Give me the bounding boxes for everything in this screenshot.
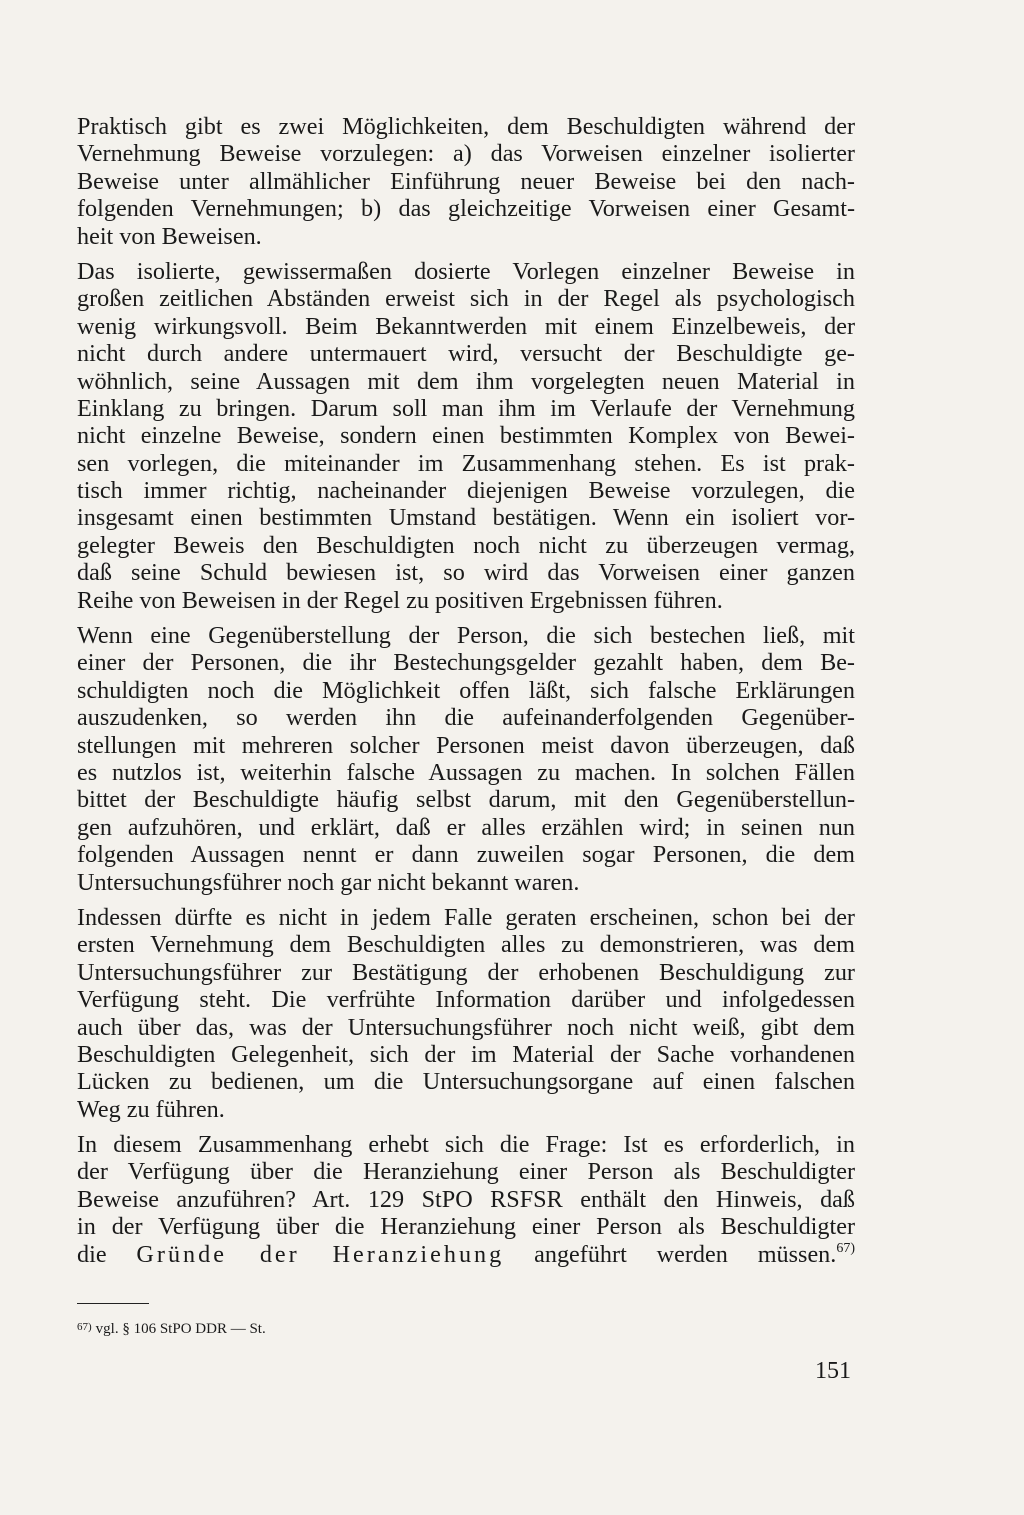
text-line: Praktisch gibt es zwei Möglichkeiten, dem Beschuldigten während der bbox=[77, 113, 855, 140]
footnote-text: vgl. § 106 StPO DDR — St. bbox=[95, 1321, 266, 1337]
text-line: folgenden Aussagen nennt er dann zuweilen sogar Personen, die dem bbox=[77, 841, 855, 869]
text-line: In diesem Zusammenhang erhebt sich die Frage: Ist es erforderlich, in bbox=[77, 1131, 855, 1159]
text-line: Lücken zu bedienen, um die Untersuchungsorgane auf einen falschen bbox=[77, 1068, 855, 1096]
text-line: einer der Personen, die ihr Bestechungsgelder gezahlt haben, dem Be- bbox=[77, 649, 855, 677]
text-line: wenig wirkungsvoll. Beim Bekanntwerden mit einem Einzelbeweis, der bbox=[77, 312, 855, 340]
text-line: Beweise unter allmählicher Einführung neuer Beweise bei den nach- bbox=[77, 167, 855, 195]
text-line: schuldigten noch die Möglichkeit offen läßt, sich falsche Erklärungen bbox=[77, 676, 855, 704]
text-line: nicht einzelne Beweise, sondern einen bestimmten Komplex von Bewei- bbox=[77, 422, 855, 450]
text-line: Vernehmung Beweise vorzulegen: a) das Vorweisen einzelner isolierter bbox=[77, 140, 855, 168]
text-line: gelegter Beweis den Beschuldigten noch nicht zu überzeugen vermag, bbox=[77, 531, 855, 559]
footnote-divider bbox=[77, 1303, 149, 1304]
text-line: Weg zu führen. bbox=[77, 1095, 225, 1123]
text-line: Indessen dürfte es nicht in jedem Falle geraten erscheinen, schon bei der bbox=[77, 903, 855, 931]
text-line-final bbox=[77, 1241, 855, 1268]
text-line: heit von Beweisen. bbox=[77, 222, 262, 250]
text-line: tisch immer richtig, nacheinander diejenigen Beweise vorzulegen, die bbox=[77, 477, 855, 505]
text-line: Wenn eine Gegenüberstellung der Person, die sich bestechen ließ, mit bbox=[77, 622, 855, 650]
text-line: Beschuldigten Gelegenheit, sich der im Material der Sache vorhandenen bbox=[77, 1040, 855, 1068]
paragraph-3 bbox=[77, 622, 855, 896]
text-line: der Verfügung über die Heranziehung einer Person als Beschuldigter bbox=[77, 1158, 855, 1186]
text-line: Verfügung steht. Die verfrühte Information darüber und infolgedessen bbox=[77, 986, 855, 1014]
text-line: Das isolierte, gewissermaßen dosierte Vorlegen einzelner Beweise in bbox=[77, 257, 855, 285]
text-line: Reihe von Beweisen in der Regel zu positiven Ergebnissen führen. bbox=[77, 586, 723, 614]
text-line: Einklang zu bringen. Darum soll man ihm im Verlaufe der Vernehmung bbox=[77, 394, 855, 422]
text-line: stellungen mit mehreren solcher Personen meist davon überzeugen, daß bbox=[77, 731, 855, 759]
text-fragment: die bbox=[77, 1240, 137, 1268]
page-number: 151 bbox=[815, 1358, 851, 1384]
text-line: insgesamt einen bestimmten Umstand bestätigen. Wenn ein isoliert vor- bbox=[77, 504, 855, 532]
footnote-number: 67) bbox=[77, 1321, 92, 1333]
text-line: folgenden Vernehmungen; b) das gleichzeitige Vorweisen einer Gesamt- bbox=[77, 195, 855, 223]
text-line: nicht durch andere untermauert wird, versucht der Beschuldigte ge- bbox=[77, 340, 855, 368]
text-line: wöhnlich, seine Aussagen mit dem ihm vorgelegten neuen Material in bbox=[77, 367, 855, 395]
text-line: Untersuchungsführer zur Bestätigung der erhobenen Beschuldigung zur bbox=[77, 958, 855, 986]
paragraph-4 bbox=[77, 904, 855, 1123]
emphasized-text: Gründe der Heranziehung bbox=[136, 1240, 505, 1268]
footnote-reference: 67) bbox=[836, 1240, 855, 1256]
text-line: in der Verfügung über die Heranziehung einer Person als Beschuldigter bbox=[77, 1213, 855, 1241]
text-line: auszudenken, so werden ihn die aufeinanderfolgenden Gegenüber- bbox=[77, 704, 855, 732]
text-line: gen aufzuhören, und erklärt, daß er alles erzählen wird; in seinen nun bbox=[77, 813, 855, 841]
paragraph-2 bbox=[77, 258, 855, 614]
text-line: daß seine Schuld bewiesen ist, so wird das Vorweisen einer ganzen bbox=[77, 559, 855, 587]
text-line: großen zeitlichen Abständen erweist sich in der Regel als psychologisch bbox=[77, 285, 855, 313]
text-line: Beweise anzuführen? Art. 129 StPO RSFSR enthält den Hinweis, daß bbox=[77, 1185, 855, 1213]
paragraph-5 bbox=[77, 1131, 855, 1268]
text-line: auch über das, was der Untersuchungsführer noch nicht weiß, gibt dem bbox=[77, 1013, 855, 1041]
body-text bbox=[77, 113, 855, 1276]
footnote bbox=[77, 1318, 266, 1338]
text-line: ersten Vernehmung dem Beschuldigten alles zu demonstrieren, was dem bbox=[77, 931, 855, 959]
text-line: Untersuchungsführer noch gar nicht bekannt waren. bbox=[77, 868, 580, 896]
text-line: sen vorlegen, die miteinander im Zusammenhang stehen. Es ist prak- bbox=[77, 449, 855, 477]
paragraph-1 bbox=[77, 113, 855, 250]
text-line: es nutzlos ist, weiterhin falsche Aussagen zu machen. In solchen Fällen bbox=[77, 758, 855, 786]
text-line: bittet der Beschuldigte häufig selbst darum, mit den Gegenüberstellun- bbox=[77, 786, 855, 814]
text-fragment: angeführt werden müssen. bbox=[504, 1240, 837, 1268]
